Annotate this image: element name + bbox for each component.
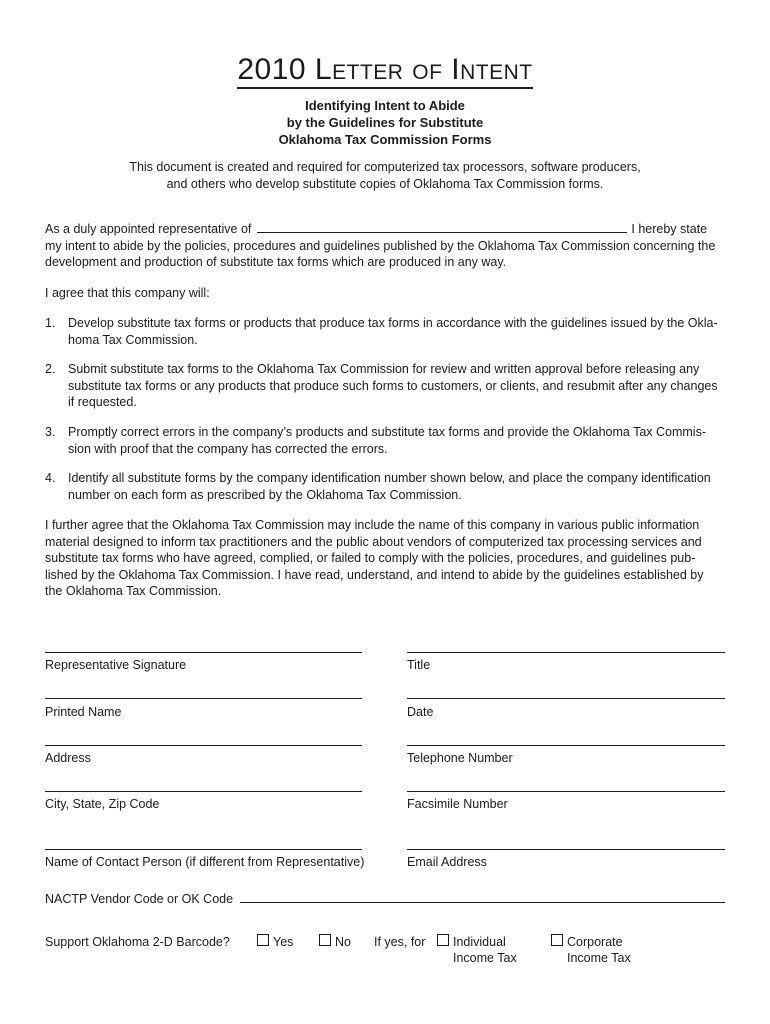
page-title-text: 2010 Letter of Intent	[237, 53, 532, 89]
email-field[interactable]	[407, 849, 725, 850]
subtitle-line-1: Identifying Intent to Abide	[305, 98, 465, 113]
contact-person-label: Name of Contact Person (if different from Representative)	[45, 855, 365, 869]
individual-label-line-2: Income Tax	[453, 951, 517, 965]
date-field[interactable]	[407, 698, 725, 699]
representative-signature-field[interactable]	[45, 652, 362, 653]
subtitle-line-2: by the Guidelines for Substitute	[286, 115, 484, 130]
item-text: Identify all substitute forms by the company identification number shown below, and place the company identification	[68, 471, 711, 485]
item-number: 1.	[45, 316, 56, 330]
yes-label: Yes	[273, 935, 294, 949]
date-label: Date	[407, 705, 434, 719]
item-number: 2.	[45, 362, 56, 376]
representative-signature-label: Representative Signature	[45, 658, 187, 672]
list-item	[45, 361, 725, 411]
closing-paragraph	[45, 517, 725, 600]
facsimile-field[interactable]	[407, 791, 725, 792]
intro-line-1: This document is created and required for computerized tax processors, software producers,	[129, 160, 641, 174]
closing-line: lished by the Oklahoma Tax Commission. I have read, understand, and intend to abide by the guidelines established by	[45, 567, 704, 582]
facsimile-label: Facsimile Number	[407, 797, 508, 811]
printed-name-field[interactable]	[45, 698, 362, 699]
corporate-income-tax-checkbox[interactable]	[551, 934, 563, 946]
corporate-label-line-1: Corporate	[567, 935, 623, 949]
contact-person-field[interactable]	[45, 849, 362, 850]
individual-income-tax-checkbox[interactable]	[437, 934, 449, 946]
rep-prefix: As a duly appointed representative of	[45, 222, 252, 236]
company-name-field[interactable]	[257, 221, 627, 233]
address-label: Address	[45, 751, 91, 765]
closing-line: material designed to inform tax practitioners and the public about vendors of computerized tax processing services and	[45, 534, 702, 549]
email-label: Email Address	[407, 855, 487, 869]
page-title	[0, 52, 770, 88]
telephone-field[interactable]	[407, 745, 725, 746]
agree-intro: I agree that this company will:	[45, 286, 210, 300]
barcode-question: Support Oklahoma 2-D Barcode?	[45, 935, 230, 949]
telephone-label: Telephone Number	[407, 751, 513, 765]
item-text: sion with proof that the company has corrected the errors.	[68, 441, 388, 456]
item-number: 4.	[45, 471, 56, 485]
closing-line: I further agree that the Oklahoma Tax Commission may include the name of this company in various public information	[45, 518, 700, 532]
list-item	[45, 424, 725, 457]
city-state-zip-label: City, State, Zip Code	[45, 797, 160, 811]
vendor-code-label: NACTP Vendor Code or OK Code	[45, 892, 234, 906]
item-text: Develop substitute tax forms or products that produce tax forms in accordance with the guidelines issued by the Okla-	[68, 316, 718, 330]
intro-line-2: and others who develop substitute copies of Oklahoma Tax Commission forms.	[166, 177, 604, 191]
closing-line: the Oklahoma Tax Commission.	[45, 584, 222, 598]
no-label: No	[335, 935, 351, 949]
item-text: homa Tax Commission.	[68, 332, 198, 347]
rep-suffix: I hereby state	[631, 222, 708, 236]
item-number: 3.	[45, 425, 56, 439]
yes-checkbox[interactable]	[257, 934, 269, 946]
title-field[interactable]	[407, 652, 725, 653]
rep-line-2: my intent to abide by the policies, procedures and guidelines published by the Oklahoma Tax Commission concerning the	[45, 238, 716, 253]
list-item	[45, 470, 725, 503]
title-label: Title	[407, 658, 431, 672]
list-item	[45, 315, 725, 348]
item-text: Promptly correct errors in the company’s products and substitute tax forms and provide the Oklahoma Tax Commis-	[68, 425, 707, 439]
rep-line-3: development and production of substitute tax forms which are produced in any way.	[45, 255, 507, 269]
closing-line: substitute tax forms who have agreed, complied, or failed to comply with the policies, procedures, and guidelines pub-	[45, 551, 696, 565]
printed-name-label: Printed Name	[45, 705, 122, 719]
item-text: Submit substitute tax forms to the Oklahoma Tax Commission for review and written approval before releasing any	[68, 362, 700, 376]
subtitle-line-3: Oklahoma Tax Commission Forms	[278, 132, 492, 147]
item-text: substitute tax forms or any products that produce such forms to customers, or clients, and resubmit after any changes	[68, 378, 718, 393]
no-checkbox[interactable]	[319, 934, 331, 946]
representative-statement	[45, 221, 725, 271]
address-field[interactable]	[45, 745, 362, 746]
item-text: if requested.	[68, 395, 137, 409]
individual-label-line-1: Individual	[453, 935, 506, 949]
vendor-code-field[interactable]	[240, 902, 725, 903]
corporate-label-line-2: Income Tax	[567, 951, 631, 965]
city-state-zip-field[interactable]	[45, 791, 362, 792]
if-yes-label: If yes, for	[374, 935, 426, 949]
item-text: number on each form as prescribed by the Oklahoma Tax Commission.	[68, 487, 462, 502]
